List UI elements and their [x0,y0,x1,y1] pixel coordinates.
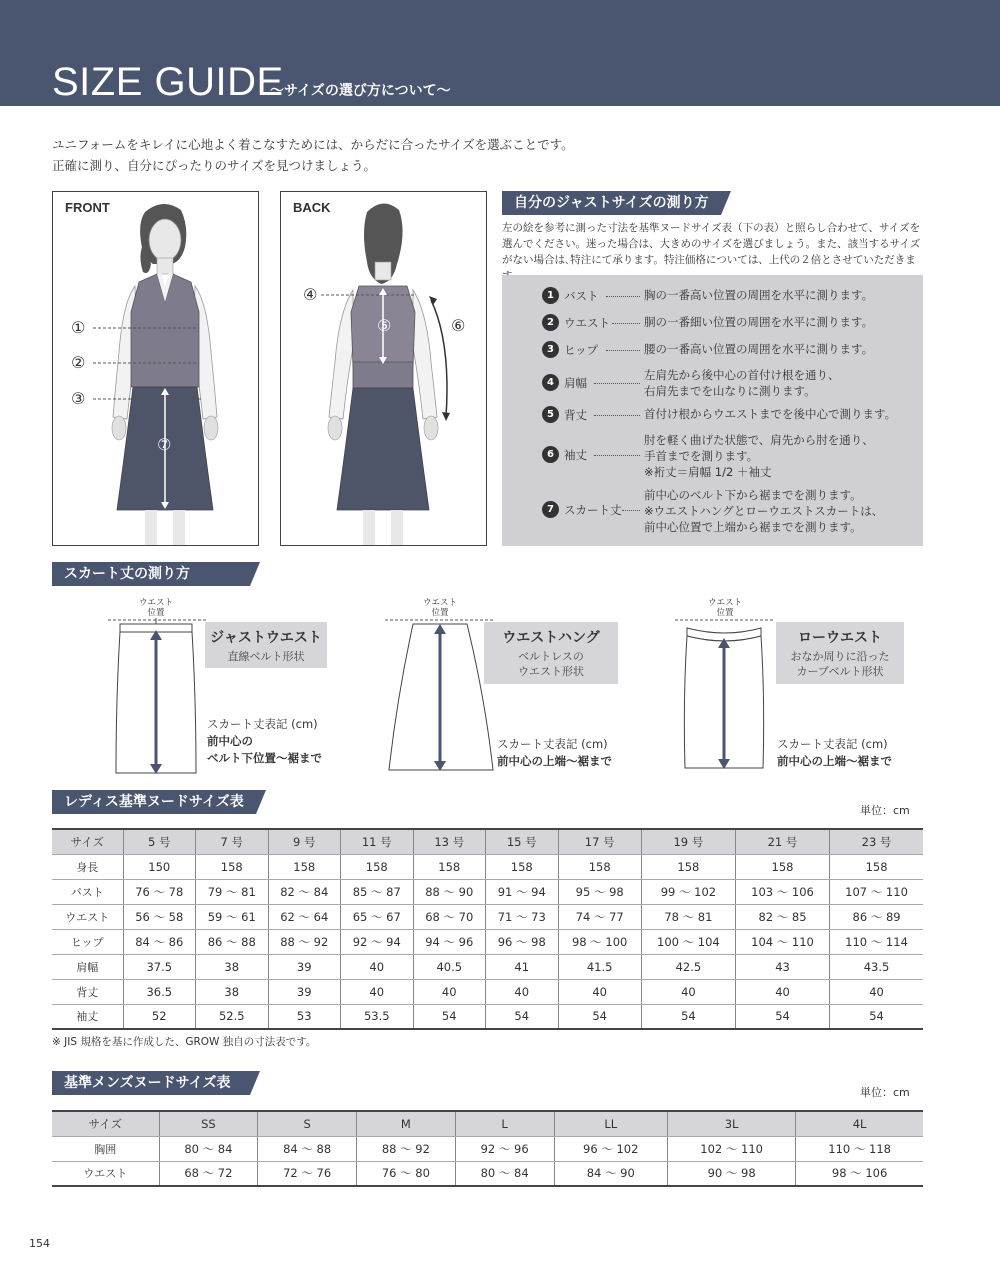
measurement-list [502,275,923,546]
table-cell: 54 [558,1004,641,1029]
table-cell: 85 ～ 87 [341,879,414,904]
measure-desc-line: 胴の一番細い位置の周囲を水平に測ります。 [644,315,874,329]
table-cell: 40 [341,954,414,979]
style-box-just-waist [205,622,327,668]
table-cell: 84 ～ 88 [258,1136,357,1161]
row-header: バスト [52,879,123,904]
measure-label: バスト [564,288,599,303]
table-header-cell: 17 号 [558,829,641,854]
table-cell: 88 ～ 92 [357,1136,456,1161]
row-header: 袖丈 [52,1004,123,1029]
measure-desc-line: 肘を軽く曲げた状態で、肩先から肘を通り、 [644,433,874,447]
mens-table-heading: 基準メンズヌードサイズ表 [52,1071,250,1095]
table-cell: 43.5 [830,954,923,979]
table-header-cell: サイズ [52,1111,159,1136]
table-cell: 52.5 [196,1004,269,1029]
skirt-heading: スカート丈の測り方 [52,562,250,586]
table-cell: 38 [196,954,269,979]
how-to-text-line-2: 選んでください。迷った場合は、大きめのサイズを選びましょう。また、該当するサイズ [502,238,921,250]
table-cell: 53 [268,1004,341,1029]
measure-item-hip [542,341,598,358]
number-badge: 1 [542,287,559,304]
table-cell: 98 ～ 106 [796,1161,923,1186]
row-header: 身長 [52,854,123,879]
style-sub: カーブベルト形状 [796,665,884,678]
table-cell: 52 [123,1004,196,1029]
measure-desc-line: ※裄丈＝肩幅 1/2 ＋袖丈 [644,465,772,479]
table-cell: 158 [268,854,341,879]
caption-line: ベルト下位置～裾まで [207,751,322,765]
table-cell: 40 [341,979,414,1004]
table-cell: 40 [413,979,486,1004]
waist-position-line: ウエスト [422,598,457,608]
table-cell: 76 ～ 80 [357,1161,456,1186]
table-cell: 92 ～ 96 [455,1136,554,1161]
table-cell: 42.5 [641,954,735,979]
measure-desc-line: 腰の一番高い位置の周囲を水平に測ります。 [644,342,874,356]
table-row [52,929,923,954]
measure-desc-line: 右肩先までを山なりに測ります。 [644,384,816,398]
page-number: 154 [29,1237,50,1250]
style-title: ローウエスト [798,630,882,646]
table-row [52,1004,923,1029]
table-cell: 103 ～ 106 [735,879,829,904]
table-cell: 86 ～ 88 [196,929,269,954]
table-cell: 158 [341,854,414,879]
skirt-low-waist-illustration [675,618,775,778]
table-header-row [52,829,923,854]
table-cell: 78 ～ 81 [641,904,735,929]
table-cell: 86 ～ 89 [830,904,923,929]
skirt-just-waist-illustration [108,618,208,778]
table-header-cell: 5 号 [123,829,196,854]
table-cell: 150 [123,854,196,879]
table-cell: 40 [735,979,829,1004]
row-header: ヒップ [52,929,123,954]
table-cell: 88 ～ 90 [413,879,486,904]
waist-position-label [128,598,184,618]
table-cell: 36.5 [123,979,196,1004]
table-cell: 40 [558,979,641,1004]
ladies-table-note: ※ JIS 規格を基に作成した、GROW 独自の寸法表です。 [52,1036,317,1048]
waist-position-label [412,598,468,618]
style-sub: 直線ベルト形状 [227,650,305,663]
table-cell: 62 ～ 64 [268,904,341,929]
table-cell: 76 ～ 78 [123,879,196,904]
ladies-unit: 単位：cm [860,804,910,817]
table-cell: 102 ～ 110 [668,1136,796,1161]
table-cell: 72 ～ 76 [258,1161,357,1186]
table-cell: 96 ～ 102 [554,1136,668,1161]
number-badge: 7 [542,501,559,518]
back-marker-4: ④ [303,285,318,304]
table-cell: 54 [830,1004,923,1029]
table-cell: 80 ～ 84 [455,1161,554,1186]
table-header-cell: SS [159,1111,258,1136]
measure-item-sleeve [542,446,587,463]
measure-desc-line: ※ウエストハングとローウエストスカートは、 [644,504,884,518]
caption-line: スカート丈表記 (cm) [207,717,318,731]
dotted-leader [594,455,640,456]
measure-desc [644,487,883,535]
table-header-cell: 23 号 [830,829,923,854]
table-cell: 82 ～ 85 [735,904,829,929]
front-figure-panel [52,191,259,546]
front-marker-3: ③ [71,389,86,408]
table-cell: 40 [486,979,559,1004]
back-figure-panel [280,191,487,546]
table-cell: 84 ～ 86 [123,929,196,954]
table-header-cell: 4L [796,1111,923,1136]
table-cell: 71 ～ 73 [486,904,559,929]
dotted-leader [622,510,640,511]
table-cell: 95 ～ 98 [558,879,641,904]
table-cell: 99 ～ 102 [641,879,735,904]
table-cell: 96 ～ 98 [486,929,559,954]
measure-desc-line: 手首までを測ります。 [644,449,759,463]
number-badge: 3 [542,341,559,358]
measure-item-bust [542,287,599,304]
table-row [52,854,923,879]
measure-desc [644,432,874,480]
intro-line-2: 正確に測り、自分にぴったりのサイズを見つけましょう。 [52,158,377,173]
skirt-caption-waist-hang [497,736,612,770]
measure-desc [644,287,873,303]
how-to-heading: 自分のジャストサイズの測り方 [502,191,721,215]
measure-desc [644,406,896,422]
table-row [52,1161,923,1186]
style-sub: ウエスト形状 [518,665,584,678]
table-cell: 107 ～ 110 [830,879,923,904]
style-title: ジャストウエスト [210,630,322,646]
table-cell: 158 [735,854,829,879]
page-header [0,0,1000,106]
table-cell: 74 ～ 77 [558,904,641,929]
table-cell: 68 ～ 70 [413,904,486,929]
row-header: 胸囲 [52,1136,159,1161]
style-box-waist-hang [484,622,618,684]
table-header-cell: 15 号 [486,829,559,854]
caption-line: 前中心の上端～裾まで [497,754,612,768]
row-header: ウエスト [52,904,123,929]
table-cell: 56 ～ 58 [123,904,196,929]
table-cell: 54 [641,1004,735,1029]
table-header-cell: 11 号 [341,829,414,854]
measure-label: 袖丈 [564,447,587,462]
table-header-cell: 9 号 [268,829,341,854]
table-cell: 91 ～ 94 [486,879,559,904]
caption-line: 前中心の [207,734,253,748]
measure-desc-line: 前中心のベルト下から裾までを測ります。 [644,488,862,502]
table-row [52,879,923,904]
front-marker-7: ⑦ [157,435,172,454]
number-badge: 4 [542,374,559,391]
waist-position-line: 位置 [716,608,734,618]
back-marker-5: ⑤ [377,316,392,335]
table-cell: 40 [830,979,923,1004]
table-header-cell: LL [554,1111,668,1136]
table-cell: 54 [486,1004,559,1029]
table-cell: 104 ～ 110 [735,929,829,954]
table-header-cell: 13 号 [413,829,486,854]
page-title: SIZE GUIDE [52,60,284,104]
measure-item-back-length [542,406,587,423]
table-header-cell: サイズ [52,829,123,854]
number-badge: 5 [542,406,559,423]
waist-position-line: 位置 [431,608,449,618]
table-cell: 38 [196,979,269,1004]
measure-item-shoulder [542,374,587,391]
table-cell: 90 ～ 98 [668,1161,796,1186]
dotted-leader [594,415,640,416]
skirt-caption-low-waist [777,736,892,770]
caption-line: スカート丈表記 (cm) [777,737,888,751]
table-cell: 54 [735,1004,829,1029]
table-cell: 37.5 [123,954,196,979]
table-cell: 158 [641,854,735,879]
table-cell: 100 ～ 104 [641,929,735,954]
measure-desc [644,341,873,357]
table-cell: 158 [196,854,269,879]
table-cell: 158 [558,854,641,879]
table-header-cell: 19 号 [641,829,735,854]
number-badge: 2 [542,314,559,331]
table-cell: 158 [413,854,486,879]
back-marker-6: ⑥ [451,316,466,335]
measure-label: スカート丈 [564,502,622,517]
how-to-text-line-1: 左の絵を参考に測った寸法を基準ヌードサイズ表（下の表）と照らし合わせて、サイズを [502,222,921,234]
table-cell: 68 ～ 72 [159,1161,258,1186]
measure-desc-line: 胸の一番高い位置の周囲を水平に測ります。 [644,288,874,302]
table-header-cell: 7 号 [196,829,269,854]
table-cell: 110 ～ 118 [796,1136,923,1161]
table-header-cell: 3L [668,1111,796,1136]
style-title: ウエストハング [502,630,600,646]
measure-desc [644,367,840,399]
row-header: 肩幅 [52,954,123,979]
table-row [52,1136,923,1161]
table-cell: 94 ～ 96 [413,929,486,954]
table-cell: 39 [268,979,341,1004]
caption-line: 前中心の上端～裾まで [777,754,892,768]
skirt-waist-hang-illustration [385,618,495,778]
table-cell: 98 ～ 100 [558,929,641,954]
table-header-cell: S [258,1111,357,1136]
intro-line-1: ユニフォームをキレイに心地よく着こなすためには、からだに合ったサイズを選ぶことです。 [52,137,574,152]
measure-label: ヒップ [564,342,599,357]
waist-position-line: ウエスト [138,598,173,608]
front-marker-1: ① [71,318,86,337]
ladies-table-heading: レディス基準ヌードサイズ表 [52,790,256,814]
front-label: FRONT [65,200,110,215]
measure-item-skirt-length [542,501,622,518]
measure-label: 背丈 [564,407,587,422]
waist-position-label [697,598,753,618]
table-cell: 82 ～ 84 [268,879,341,904]
back-figure-illustration [281,192,486,545]
back-label: BACK [293,200,331,215]
measure-label: ウエスト [564,315,610,330]
style-sub: おなか周りに沿った [790,650,890,663]
table-cell: 41 [486,954,559,979]
style-box-low-waist [776,622,904,684]
table-cell: 158 [486,854,559,879]
table-cell: 79 ～ 81 [196,879,269,904]
table-cell: 41.5 [558,954,641,979]
measure-desc [644,314,873,330]
skirt-caption-just-waist [207,716,322,767]
measure-desc-line: 左肩先から後中心の首付け根を通り、 [644,368,840,382]
ladies-size-table [52,828,923,1030]
style-sub: ベルトレスの [518,650,584,663]
table-cell: 84 ～ 90 [554,1161,668,1186]
waist-position-line: ウエスト [707,598,742,608]
table-header-cell: 21 号 [735,829,829,854]
page-subtitle: ～サイズの選び方について～ [270,83,451,99]
row-header: 背丈 [52,979,123,1004]
table-row [52,954,923,979]
table-cell: 92 ～ 94 [341,929,414,954]
measure-desc-line: 前中心位置で上端から裾までを測ります。 [644,520,862,534]
table-header-row [52,1111,923,1136]
table-header-cell: L [455,1111,554,1136]
dotted-leader [606,350,640,351]
mens-size-table [52,1110,923,1187]
table-cell: 158 [830,854,923,879]
table-cell: 80 ～ 84 [159,1136,258,1161]
number-badge: 6 [542,446,559,463]
table-row [52,979,923,1004]
table-cell: 40.5 [413,954,486,979]
dotted-leader [594,383,640,384]
table-cell: 110 ～ 114 [830,929,923,954]
table-cell: 88 ～ 92 [268,929,341,954]
caption-line: スカート丈表記 (cm) [497,737,608,751]
front-marker-2: ② [71,353,86,372]
how-to-text-line-3: がない場合は､特注にて承ります。特注価格については、上代の２倍とさせていただきま [502,254,916,266]
table-cell: 40 [641,979,735,1004]
table-row [52,904,923,929]
mens-unit: 単位：cm [860,1086,910,1099]
waist-position-line: 位置 [147,608,165,618]
measure-label: 肩幅 [564,375,587,390]
table-cell: 59 ～ 61 [196,904,269,929]
intro-text [52,134,574,176]
measure-desc-line: 首付け根からウエストまでを後中心で測ります。 [644,407,897,421]
table-cell: 39 [268,954,341,979]
table-header-cell: M [357,1111,456,1136]
dotted-leader [612,323,640,324]
dotted-leader [606,296,640,297]
table-cell: 53.5 [341,1004,414,1029]
measure-item-waist [542,314,610,331]
table-cell: 65 ～ 67 [341,904,414,929]
table-cell: 43 [735,954,829,979]
table-cell: 54 [413,1004,486,1029]
row-header: ウエスト [52,1161,159,1186]
